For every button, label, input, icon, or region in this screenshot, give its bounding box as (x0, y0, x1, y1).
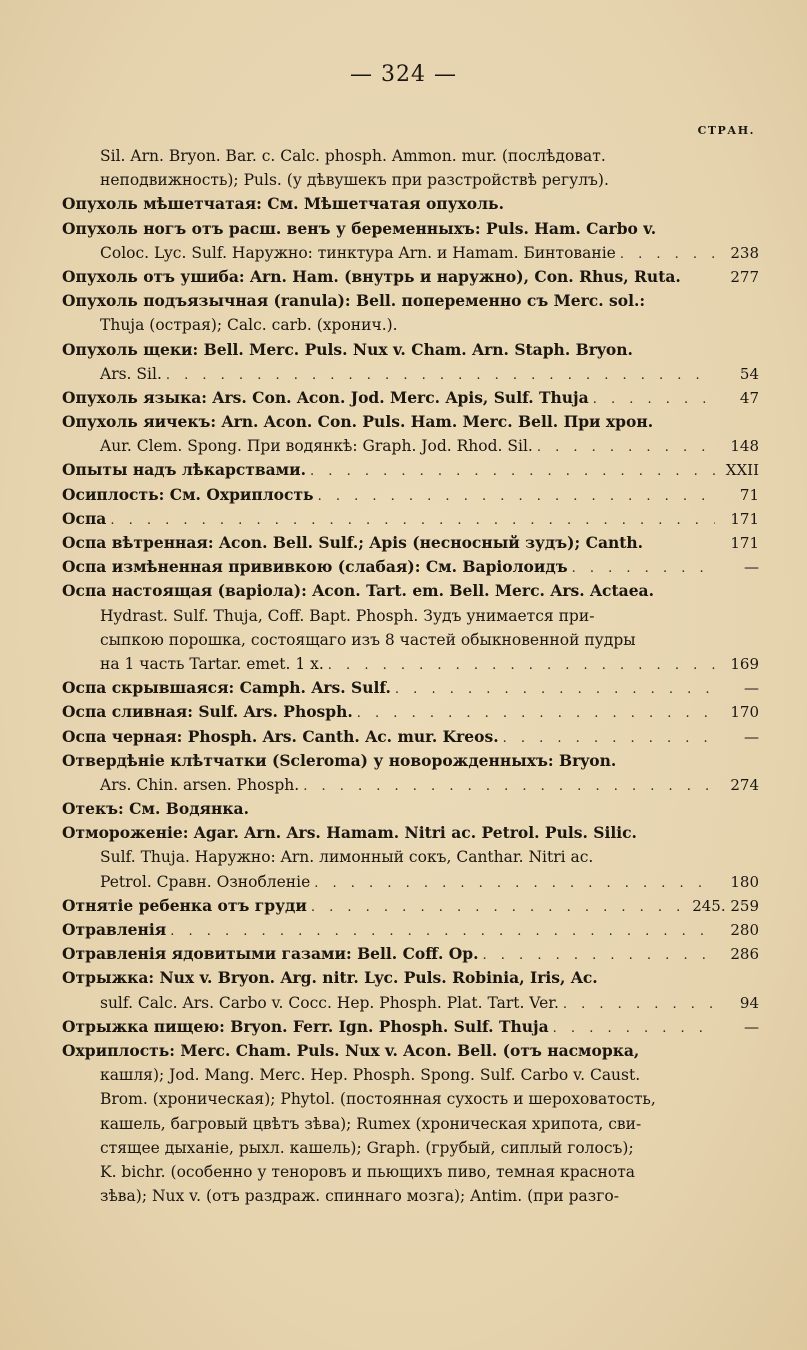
index-line-text: Опухоль подъязычная (ranula): Bell. попеременно съ Merc. sol.: (62, 291, 646, 311)
index-line-text: Отравленія (62, 920, 167, 939)
dot-leader (572, 557, 715, 579)
page-reference: XXII (725, 461, 759, 480)
page-reference: 286 (730, 945, 759, 964)
column-header: СТРАН. (697, 124, 755, 137)
page-reference: — (744, 679, 759, 698)
index-line (62, 289, 759, 313)
index-line (62, 700, 759, 724)
index-line-text: Оспа сливная: Sulf. Ars. Phosph. (62, 702, 353, 722)
index-line (62, 797, 759, 821)
index-line-text: Sil. Arn. Bryon. Bar. c. Calc. phosph. Ammon. mur. (послѣдоват. (100, 147, 606, 165)
dot-leader (553, 1017, 715, 1039)
index-line (62, 942, 759, 966)
index-line (62, 652, 759, 676)
page-reference: 71 (739, 485, 759, 504)
index-line (62, 991, 759, 1015)
index-entries (62, 144, 759, 1208)
index-line (62, 628, 759, 652)
index-line (62, 749, 759, 773)
index-line-text: Опухоль ногъ отъ расш. венъ у беременныхъ: Puls. Ham. Carbo v. (62, 218, 657, 238)
page-reference: 171 (730, 509, 759, 528)
index-line-text: Отрыжка пищею: Bryon. Ferr. Ign. Phosph. Sulf. Thuja (62, 1016, 549, 1036)
index-line-text: Coloc. Lyc. Sulf. Наружно: тинктура Arn. и Hamam. Бинтованіе (100, 243, 616, 262)
index-line (62, 773, 759, 797)
dot-leader (314, 872, 715, 894)
index-line-text: sulf. Calc. Ars. Carbo v. Cocc. Hep. Phosph. Plat. Tart. Ver. (100, 993, 559, 1012)
page-reference: 170 (730, 703, 759, 722)
index-line-text: стящее дыханіе, рыхл. кашель); Graph. (грубый, сиплый голосъ); (100, 1138, 634, 1157)
index-line-text: Опыты надъ лѣкарствами. (62, 460, 307, 480)
index-line-text: Отнятіе ребенка отъ груди (62, 895, 307, 915)
page-reference: 171 (730, 534, 759, 552)
index-line (62, 313, 759, 337)
index-line-text: кашель, багровый цвѣтъ зѣва); Rumex (хроническая хрипота, сви- (100, 1114, 642, 1133)
dot-leader (170, 920, 715, 942)
index-line-text: Оспа скрывшаяся: Camph. Ars. Sulf. (62, 678, 391, 698)
dot-leader (310, 460, 715, 482)
dot-leader (166, 364, 715, 386)
dot-leader (593, 388, 715, 410)
index-line-text: сыпкою порошка, состоящаго изъ 8 частей обыкновенной пудры (100, 630, 636, 649)
page-reference: 94 (739, 993, 759, 1012)
dot-leader (328, 654, 715, 676)
index-line (62, 410, 759, 434)
index-line (62, 217, 759, 241)
index-line-text: Оспа черная: Phosph. Ars. Canth. Ac. mur. Kreos. (62, 726, 499, 746)
dot-leader (318, 485, 715, 507)
page-reference: 274 (730, 775, 759, 794)
index-line-text: Thuja (острая); Calc. carb. (хронич.). (100, 316, 398, 335)
page-reference: 169 (730, 654, 759, 673)
index-line-text: Опухоль языка: Ars. Con. Acon. Jod. Merc. Apis, Sulf. Thuja (62, 387, 589, 407)
index-line-text: Отрыжка: Nux v. Bryon. Arg. nitr. Lyc. Puls. Robinia, Iris, Ac. (62, 968, 598, 988)
dot-leader (503, 727, 715, 749)
index-line (62, 507, 759, 531)
index-line-text: Оспа (62, 508, 107, 528)
dot-leader (620, 243, 715, 265)
dot-leader (311, 896, 688, 918)
index-line-text: Опухоль щеки: Bell. Merc. Puls. Nux v. Cham. Arn. Staph. Bryon. (62, 339, 633, 359)
index-line (62, 821, 759, 845)
index-line (62, 531, 759, 555)
index-line (62, 483, 759, 507)
index-line-text: на 1 часть Tartar. emet. 1 x. (100, 654, 324, 673)
index-line (62, 458, 759, 482)
page-reference: 277 (730, 267, 759, 286)
page-reference: 238 (730, 243, 759, 262)
page-reference: 280 (730, 921, 759, 939)
index-line-text: Отекъ: См. Водянка. (62, 799, 249, 819)
index-line-text: Осиплость: См. Охриплость (62, 484, 314, 504)
index-line (62, 241, 759, 265)
index-line-text: Оспа измѣненная прививкою (слабая): См. Варіолоидъ (62, 557, 568, 577)
page-reference: 148 (730, 437, 759, 456)
index-line (62, 918, 759, 942)
dot-leader (357, 702, 715, 724)
index-line-text: Petrol. Сравн. Ознобленіе (100, 872, 311, 891)
index-line-text: Aur. Clem. Spong. При водянкѣ: Graph. Jod. Rhod. Sil. (100, 437, 533, 456)
index-line-text: Охриплость: Merc. Cham. Puls. Nux v. Acon. Bell. (отъ насморка, (62, 1040, 640, 1060)
index-line-text: Sulf. Thuja. Наружно: Arn. лимонный сокъ, Canthar. Nitri ac. (100, 848, 594, 867)
dot-leader (303, 775, 715, 797)
index-line (62, 434, 759, 458)
index-line-text: Опухоль яичекъ: Arn. Acon. Con. Puls. Ham. Merc. Bell. При хрон. (62, 412, 654, 432)
index-line (62, 1087, 759, 1111)
index-line-text: Оспа настоящая (варіола): Acon. Tart. em. Bell. Merc. Ars. Actaea. (62, 581, 654, 601)
index-line (62, 966, 759, 990)
dot-leader (537, 436, 715, 458)
dot-leader (110, 509, 715, 531)
index-line (62, 870, 759, 894)
index-line-text: Ars. Chin. arsen. Phosph. (100, 775, 300, 794)
index-line (62, 1015, 759, 1039)
index-line-text: Оспа вѣтренная: Acon. Bell. Sulf.; Apis (несносный зудъ); Canth. (62, 533, 644, 552)
index-line-text: Hydrast. Sulf. Thuja, Coff. Bapt. Phosph. Зудъ унимается при- (100, 606, 595, 625)
index-line-text: K. bichr. (особенно у теноровъ и пьющихъ пиво, темная краснота (100, 1162, 636, 1181)
page-reference: — (744, 558, 759, 577)
index-line-text: Отравленія ядовитыми газами: Bell. Coff. Op. (62, 944, 479, 964)
index-line (62, 555, 759, 579)
index-line-text: Отмороженіе: Agar. Arn. Ars. Hamam. Nitri ac. Petrol. Puls. Silic. (62, 823, 637, 843)
index-line (62, 725, 759, 749)
index-line (62, 845, 759, 869)
index-line (62, 676, 759, 700)
index-line-text: зѣва); Nux v. (отъ раздраж. спиннаго мозга); Antim. (при разго- (100, 1187, 619, 1206)
page-reference: 245. 259 (692, 896, 759, 915)
page-reference: — (744, 1017, 759, 1036)
index-line-text: Отвердѣніе клѣтчатки (Scleroma) у новорожденныхъ: Bryon. (62, 750, 617, 770)
page-reference: — (744, 727, 759, 746)
index-line (62, 1039, 759, 1063)
index-line-text: кашля); Jod. Mang. Merc. Hep. Phosph. Spong. Sulf. Carbo v. Caust. (100, 1066, 641, 1085)
index-line (62, 1160, 759, 1184)
dot-leader (483, 944, 715, 966)
index-line (62, 338, 759, 362)
page-reference: 47 (739, 388, 759, 407)
index-line-text: Ars. Sil. (100, 364, 162, 383)
index-line (62, 579, 759, 603)
dot-leader (395, 678, 715, 700)
index-line (62, 192, 759, 216)
index-line (62, 894, 759, 918)
index-line (62, 1112, 759, 1136)
index-line-text: Опухоль мѣшетчатая: См. Мѣшетчатая опухоль. (62, 194, 504, 214)
index-line-text: Опухоль отъ ушиба: Arn. Ham. (внутрь и наружно), Con. Rhus, Ruta. (62, 266, 681, 286)
index-line (62, 1184, 759, 1208)
index-line (62, 168, 759, 192)
index-line (62, 1063, 759, 1087)
dot-leader (563, 993, 715, 1015)
page-reference: 54 (739, 364, 759, 383)
index-line-text: Brom. (хроническая); Phytol. (постоянная сухость и шероховатость, (100, 1090, 656, 1109)
page-number: — 324 — (350, 62, 457, 87)
index-line (62, 386, 759, 410)
index-line (62, 604, 759, 628)
index-line (62, 265, 759, 289)
index-line (62, 1136, 759, 1160)
page-reference: 180 (730, 872, 759, 891)
index-line (62, 362, 759, 386)
index-line-text: неподвижность); Puls. (у дѣвушекъ при разстройствѣ регулъ). (100, 171, 609, 190)
index-line (62, 144, 759, 168)
